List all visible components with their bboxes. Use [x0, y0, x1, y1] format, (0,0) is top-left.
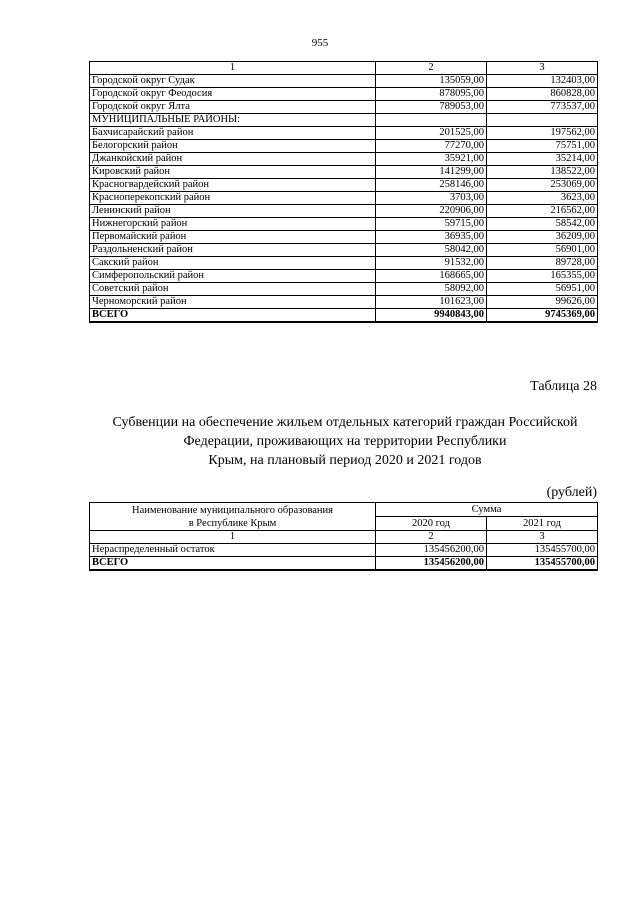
value-2021-cell: 36209,00 [487, 231, 598, 244]
column-numbering-row [90, 62, 598, 75]
total-2020-cell: 9940843,00 [376, 309, 487, 323]
value-2020-cell: 135059,00 [376, 75, 487, 88]
value-2020-cell: 789053,00 [376, 101, 487, 114]
municipality-name-cell: Бахчисарайский район [90, 127, 376, 140]
municipality-header-line: в Республике Крым [188, 517, 277, 529]
municipality-header-line: Наименование муниципального образования [132, 504, 333, 516]
municipality-name-cell: Раздольненский район [90, 244, 376, 257]
table-row [90, 244, 598, 257]
total-label-cell: ВСЕГО [90, 557, 376, 571]
value-2021-cell: 860828,00 [487, 88, 598, 101]
total-row [90, 557, 598, 571]
municipality-name-cell: Красноперекопский район [90, 192, 376, 205]
value-2021-cell: 197562,00 [487, 127, 598, 140]
column-number-cell: 1 [90, 531, 376, 544]
value-2020-cell [376, 114, 487, 127]
value-2021-cell: 3623,00 [487, 192, 598, 205]
municipality-name-cell: МУНИЦИПАЛЬНЫЕ РАЙОНЫ: [90, 114, 376, 127]
page-number: 955 [311, 37, 329, 49]
value-2021-cell: 58542,00 [487, 218, 598, 231]
table-row [90, 231, 598, 244]
value-2020-cell: 258146,00 [376, 179, 487, 192]
total-row [90, 309, 598, 323]
municipality-name-cell: Белогорский район [90, 140, 376, 153]
municipality-name-cell: Сакский район [90, 257, 376, 270]
value-2021-cell: 216562,00 [487, 205, 598, 218]
housing-subsidies-table [89, 502, 598, 571]
municipality-name-cell: Кировский район [90, 166, 376, 179]
column-number-cell: 3 [487, 62, 598, 75]
municipality-name-cell: Советский район [90, 283, 376, 296]
table-row [90, 283, 598, 296]
value-2021-cell: 773537,00 [487, 101, 598, 114]
caption-line: Субвенции на обеспечение жильем отдельных категорий граждан Российской [112, 415, 578, 430]
table-row [90, 296, 598, 309]
table-row [90, 218, 598, 231]
value-2021-cell: 165355,00 [487, 270, 598, 283]
municipality-name-cell: Городской округ Ялта [90, 101, 376, 114]
year-2020-header: 2020 год [376, 517, 487, 531]
municipality-name-cell: Нераспределенный остаток [90, 544, 376, 557]
value-2021-cell: 253069,00 [487, 179, 598, 192]
value-2021-cell: 99626,00 [487, 296, 598, 309]
value-2021-cell: 35214,00 [487, 153, 598, 166]
table-caption [60, 413, 630, 470]
municipal-subsidies-table-continued [89, 61, 598, 323]
municipality-header-cell [90, 503, 376, 531]
table-row [90, 270, 598, 283]
table-row [90, 101, 598, 114]
value-2020-cell: 91532,00 [376, 257, 487, 270]
table-row [90, 257, 598, 270]
column-number-cell: 3 [487, 531, 598, 544]
table-row [90, 205, 598, 218]
table-row [90, 114, 598, 127]
value-2021-cell: 56951,00 [487, 283, 598, 296]
table-row [90, 75, 598, 88]
table-row [90, 88, 598, 101]
column-number-cell: 1 [90, 62, 376, 75]
value-2021-cell: 132403,00 [487, 75, 598, 88]
value-2020-cell: 101623,00 [376, 296, 487, 309]
municipality-name-cell: Нижнегорский район [90, 218, 376, 231]
value-2020-cell: 878095,00 [376, 88, 487, 101]
value-2021-cell: 56901,00 [487, 244, 598, 257]
table-row [90, 544, 598, 557]
value-2020-cell: 141299,00 [376, 166, 487, 179]
municipality-name-cell: Ленинский район [90, 205, 376, 218]
municipality-name-cell: Первомайский район [90, 231, 376, 244]
sum-header-cell: Сумма [376, 503, 598, 517]
column-number-cell: 2 [376, 531, 487, 544]
municipality-name-cell: Красногвардейский район [90, 179, 376, 192]
table-number-label: Таблица 28 [530, 379, 597, 394]
value-2020-cell: 35921,00 [376, 153, 487, 166]
table-row [90, 127, 598, 140]
value-2021-cell [487, 114, 598, 127]
value-2020-cell: 220906,00 [376, 205, 487, 218]
year-2021-header: 2021 год [487, 517, 598, 531]
municipality-name-cell: Городской округ Судак [90, 75, 376, 88]
total-label-cell: ВСЕГО [90, 309, 376, 323]
value-2020-cell: 36935,00 [376, 231, 487, 244]
value-2021-cell: 75751,00 [487, 140, 598, 153]
table-row [90, 192, 598, 205]
value-2021-cell: 89728,00 [487, 257, 598, 270]
table-row [90, 140, 598, 153]
total-2021-cell: 9745369,00 [487, 309, 598, 323]
municipality-name-cell: Симферопольский район [90, 270, 376, 283]
units-label: (рублей) [546, 485, 597, 500]
value-2021-cell: 138522,00 [487, 166, 598, 179]
header-row [90, 503, 598, 517]
value-2020-cell: 3703,00 [376, 192, 487, 205]
municipality-name-cell: Джанкойский район [90, 153, 376, 166]
value-2020-cell: 168665,00 [376, 270, 487, 283]
table-row [90, 153, 598, 166]
value-2020-cell: 135456200,00 [376, 544, 487, 557]
value-2020-cell: 58042,00 [376, 244, 487, 257]
total-2021-cell: 135455700,00 [487, 557, 598, 571]
municipality-name-cell: Черноморский район [90, 296, 376, 309]
value-2020-cell: 77270,00 [376, 140, 487, 153]
total-2020-cell: 135456200,00 [376, 557, 487, 571]
table-row [90, 179, 598, 192]
table-row [90, 166, 598, 179]
caption-line: Крым, на плановый период 2020 и 2021 годов [208, 453, 482, 468]
value-2021-cell: 135455700,00 [487, 544, 598, 557]
value-2020-cell: 58092,00 [376, 283, 487, 296]
municipality-name-cell: Городской округ Феодосия [90, 88, 376, 101]
value-2020-cell: 201525,00 [376, 127, 487, 140]
value-2020-cell: 59715,00 [376, 218, 487, 231]
caption-line: Федерации, проживающих на территории Республики [183, 434, 507, 449]
column-number-cell: 2 [376, 62, 487, 75]
column-numbering-row [90, 531, 598, 544]
